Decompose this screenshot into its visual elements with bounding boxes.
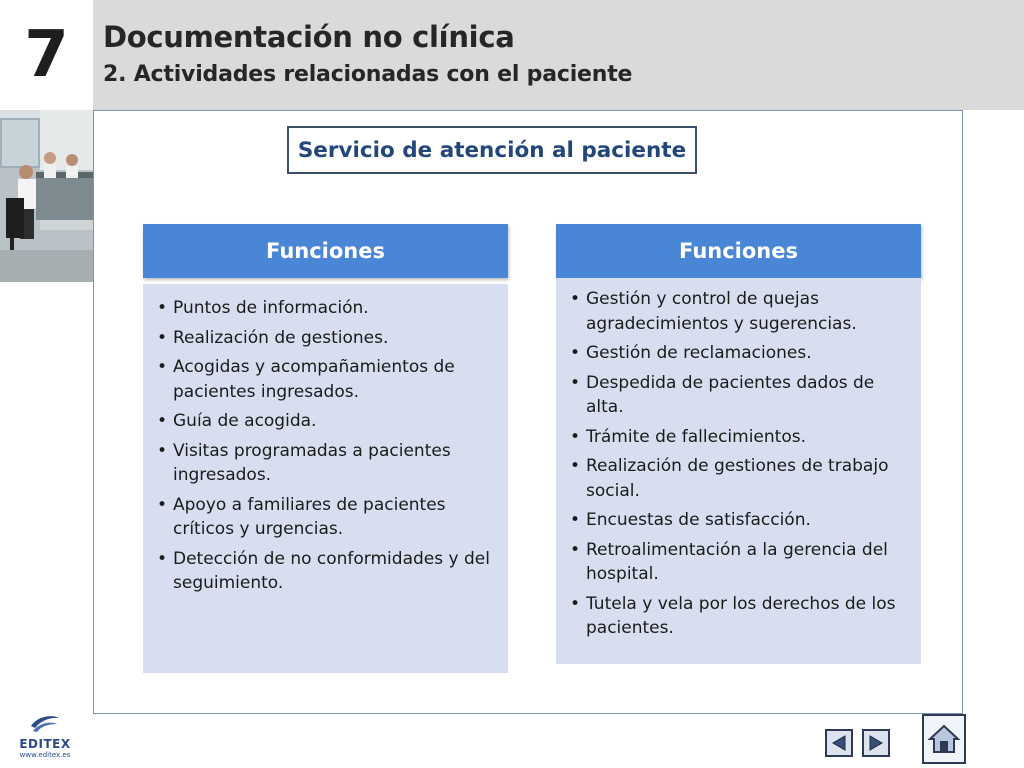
home-button[interactable]: [922, 714, 966, 764]
column-header-left: Funciones: [143, 224, 508, 278]
list-item: • Detección de no conformidades y del seguimiento.: [153, 547, 498, 596]
column-body-right: [556, 278, 921, 664]
list-item: • Gestión y control de quejas agradecimientos y sugerencias.: [566, 287, 911, 336]
editex-logo: [14, 712, 76, 764]
page-title: Documentación no clínica: [103, 20, 515, 54]
chapter-number: 7: [24, 18, 69, 92]
list-item: • Gestión de reclamaciones.: [566, 341, 911, 366]
hospital-reception-photo: [0, 110, 93, 282]
service-title-box: Servicio de atención al paciente: [287, 126, 697, 174]
list-item: • Apoyo a familiares de pacientes críticos y urgencias.: [153, 493, 498, 542]
list-item: • Guía de acogida.: [153, 409, 498, 434]
list-item: • Acogidas y acompañamientos de pacientes ingresados.: [153, 355, 498, 404]
house-icon: [927, 722, 961, 756]
list-item: • Puntos de información.: [153, 296, 498, 321]
functions-list-right: [566, 287, 911, 641]
previous-slide-button[interactable]: [825, 729, 853, 757]
list-item: • Visitas programadas a pacientes ingresados.: [153, 439, 498, 488]
column-body-left: [143, 284, 508, 673]
functions-list-left: [153, 296, 498, 596]
editex-logo-icon: [27, 712, 63, 734]
list-item: • Trámite de fallecimientos.: [566, 425, 911, 450]
triangle-right-icon: [867, 734, 885, 752]
list-item: • Realización de gestiones.: [153, 326, 498, 351]
page-subtitle: 2. Actividades relacionadas con el paciente: [103, 62, 633, 87]
list-item: • Encuestas de satisfacción.: [566, 508, 911, 533]
list-item: • Retroalimentación a la gerencia del hospital.: [566, 538, 911, 587]
list-item: • Despedida de pacientes dados de alta.: [566, 371, 911, 420]
logo-name: EDITEX: [19, 737, 71, 751]
header-band: [93, 0, 1024, 110]
column-header-right: Funciones: [556, 224, 921, 278]
triangle-left-icon: [830, 734, 848, 752]
list-item: • Realización de gestiones de trabajo social.: [566, 454, 911, 503]
next-slide-button[interactable]: [862, 729, 890, 757]
logo-url: www.editex.es: [19, 751, 71, 759]
list-item: • Tutela y vela por los derechos de los pacientes.: [566, 592, 911, 641]
